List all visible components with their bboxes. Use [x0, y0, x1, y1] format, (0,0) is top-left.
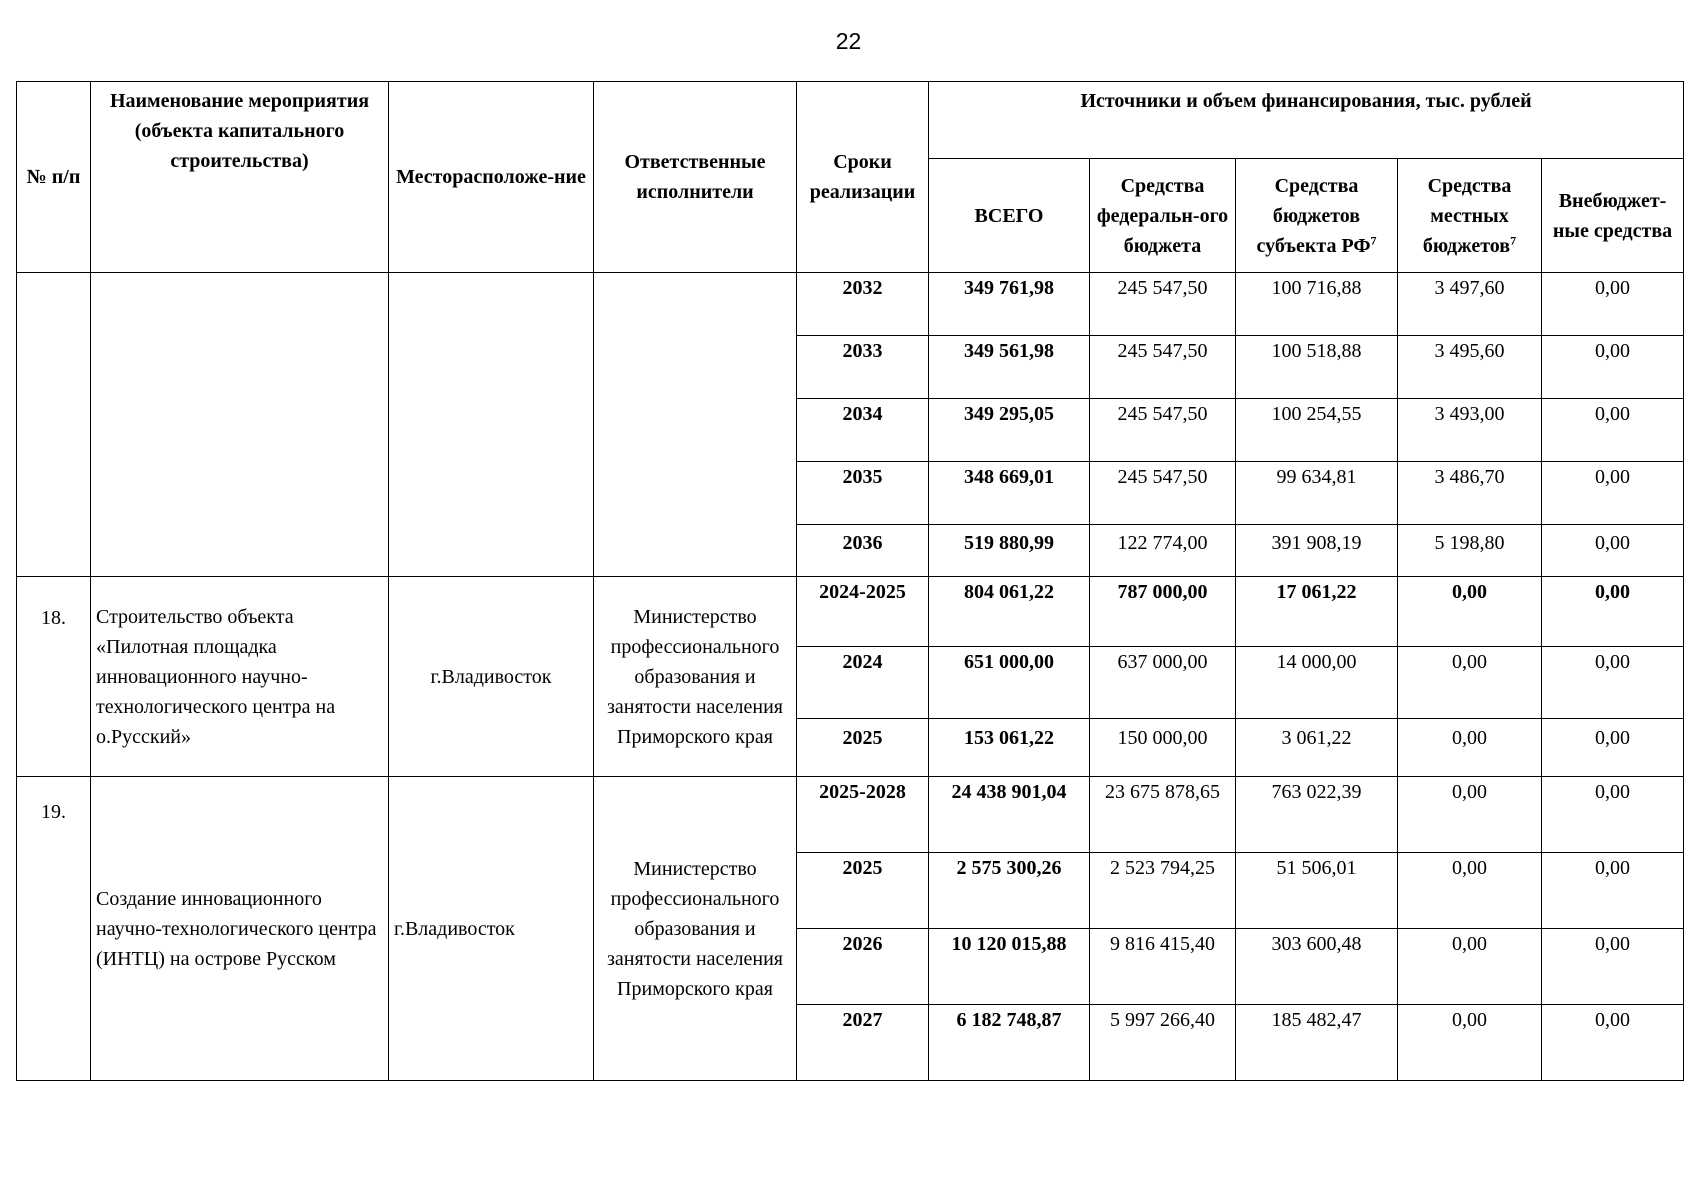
cell-federal: 637 000,00 — [1090, 647, 1236, 719]
cell-total: 10 120 015,88 — [929, 929, 1090, 1005]
cell-total: 804 061,22 — [929, 577, 1090, 647]
cell-local: 0,00 — [1398, 1005, 1542, 1081]
cell-location — [389, 273, 594, 577]
cell-total: 519 880,99 — [929, 525, 1090, 577]
cell-extra: 0,00 — [1542, 336, 1684, 399]
cell-extra: 0,00 — [1542, 525, 1684, 577]
cell-federal: 245 547,50 — [1090, 273, 1236, 336]
cell-extra: 0,00 — [1542, 462, 1684, 525]
cell-total: 153 061,22 — [929, 719, 1090, 777]
cell-regional: 17 061,22 — [1236, 577, 1398, 647]
financing-table — [16, 81, 1684, 1081]
item19-name: Создание инновационного научно-технологического центра (ИНТЦ) на острове Русском — [91, 777, 389, 1081]
item18-name: Строительство объекта «Пилотная площадка инновационного научно-технологического центра на о.Русский» — [91, 577, 389, 777]
cell-local: 3 497,60 — [1398, 273, 1542, 336]
cell-total: 651 000,00 — [929, 647, 1090, 719]
cell-extra: 0,00 — [1542, 853, 1684, 929]
item19-location: г.Владивосток — [389, 777, 594, 1081]
header-name: Наименование мероприятия (объекта капитального строительства) — [91, 82, 389, 273]
cell-total: 349 295,05 — [929, 399, 1090, 462]
cell-federal: 787 000,00 — [1090, 577, 1236, 647]
cell-federal: 245 547,50 — [1090, 336, 1236, 399]
cell-year: 2033 — [797, 336, 929, 399]
cell-year: 2035 — [797, 462, 929, 525]
cell-local: 0,00 — [1398, 929, 1542, 1005]
cell-extra: 0,00 — [1542, 929, 1684, 1005]
cell-local: 3 486,70 — [1398, 462, 1542, 525]
cell-federal: 23 675 878,65 — [1090, 777, 1236, 853]
page-number: 22 — [835, 28, 862, 54]
cell-regional: 303 600,48 — [1236, 929, 1398, 1005]
cell-local: 5 198,80 — [1398, 525, 1542, 577]
cell-year: 2026 — [797, 929, 929, 1005]
cell-local: 0,00 — [1398, 647, 1542, 719]
cell-federal: 122 774,00 — [1090, 525, 1236, 577]
cell-extra: 0,00 — [1542, 577, 1684, 647]
cell-extra: 0,00 — [1542, 1005, 1684, 1081]
cell-total: 348 669,01 — [929, 462, 1090, 525]
cell-extra: 0,00 — [1542, 777, 1684, 853]
item18-num: 18. — [17, 577, 91, 777]
cell-local: 0,00 — [1398, 577, 1542, 647]
header-total: ВСЕГО — [929, 159, 1090, 273]
cell-regional: 100 716,88 — [1236, 273, 1398, 336]
header-num: № п/п — [17, 82, 91, 273]
header-regional: Средства бюджетов субъекта $РФ^7$ — [1236, 159, 1398, 273]
cell-total: 6 182 748,87 — [929, 1005, 1090, 1081]
cell-regional: 3 061,22 — [1236, 719, 1398, 777]
cell-local: 3 495,60 — [1398, 336, 1542, 399]
table-row — [17, 273, 1684, 336]
cell-local: 0,00 — [1398, 719, 1542, 777]
cell-local: 0,00 — [1398, 777, 1542, 853]
cell-federal: 245 547,50 — [1090, 462, 1236, 525]
header-sources: Источники и объем финансирования, тыс. рублей — [929, 82, 1684, 159]
cell-extra: 0,00 — [1542, 719, 1684, 777]
cell-regional: 99 634,81 — [1236, 462, 1398, 525]
cell-year: 2034 — [797, 399, 929, 462]
cell-federal: 5 997 266,40 — [1090, 1005, 1236, 1081]
item18-responsible: Министерство профессионального образования и занятости населения Приморского края — [594, 577, 797, 777]
cell-regional: 763 022,39 — [1236, 777, 1398, 853]
item19-responsible: Министерство профессионального образования и занятости населения Приморского края — [594, 777, 797, 1081]
cell-year: 2025 — [797, 719, 929, 777]
cell-federal: 245 547,50 — [1090, 399, 1236, 462]
cell-regional: 100 518,88 — [1236, 336, 1398, 399]
cell-local: 0,00 — [1398, 853, 1542, 929]
table-row — [17, 777, 1684, 853]
cell-responsible — [594, 273, 797, 577]
cell-year: 2024-2025 — [797, 577, 929, 647]
item18-location: г.Владивосток — [389, 577, 594, 777]
cell-name — [91, 273, 389, 577]
cell-year: 2025 — [797, 853, 929, 929]
cell-year: 2027 — [797, 1005, 929, 1081]
header-federal: Средства федеральн-ого бюджета — [1090, 159, 1236, 273]
header-period: Сроки реализации — [797, 82, 929, 273]
table-row — [17, 577, 1684, 647]
cell-regional: 14 000,00 — [1236, 647, 1398, 719]
cell-extra: 0,00 — [1542, 273, 1684, 336]
cell-extra: 0,00 — [1542, 399, 1684, 462]
cell-total: 2 575 300,26 — [929, 853, 1090, 929]
cell-year: 2025-2028 — [797, 777, 929, 853]
cell-regional: 185 482,47 — [1236, 1005, 1398, 1081]
cell-federal: 9 816 415,40 — [1090, 929, 1236, 1005]
cell-federal: 2 523 794,25 — [1090, 853, 1236, 929]
header-location: Месторасположе-ние — [389, 82, 594, 273]
cell-total: 349 761,98 — [929, 273, 1090, 336]
item19-num: 19. — [17, 777, 91, 1081]
cell-regional: 100 254,55 — [1236, 399, 1398, 462]
header-local: Средства местных бюджетов$^7$ — [1398, 159, 1542, 273]
cell-regional: 391 908,19 — [1236, 525, 1398, 577]
header-responsible: Ответственные исполнители — [594, 82, 797, 273]
cell-local: 3 493,00 — [1398, 399, 1542, 462]
header-extrabudget: Внебюджет-ные средства — [1542, 159, 1684, 273]
cell-total: 24 438 901,04 — [929, 777, 1090, 853]
cell-num — [17, 273, 91, 577]
cell-year: 2024 — [797, 647, 929, 719]
cell-year: 2032 — [797, 273, 929, 336]
cell-year: 2036 — [797, 525, 929, 577]
cell-extra: 0,00 — [1542, 647, 1684, 719]
cell-regional: 51 506,01 — [1236, 853, 1398, 929]
cell-total: 349 561,98 — [929, 336, 1090, 399]
cell-federal: 150 000,00 — [1090, 719, 1236, 777]
